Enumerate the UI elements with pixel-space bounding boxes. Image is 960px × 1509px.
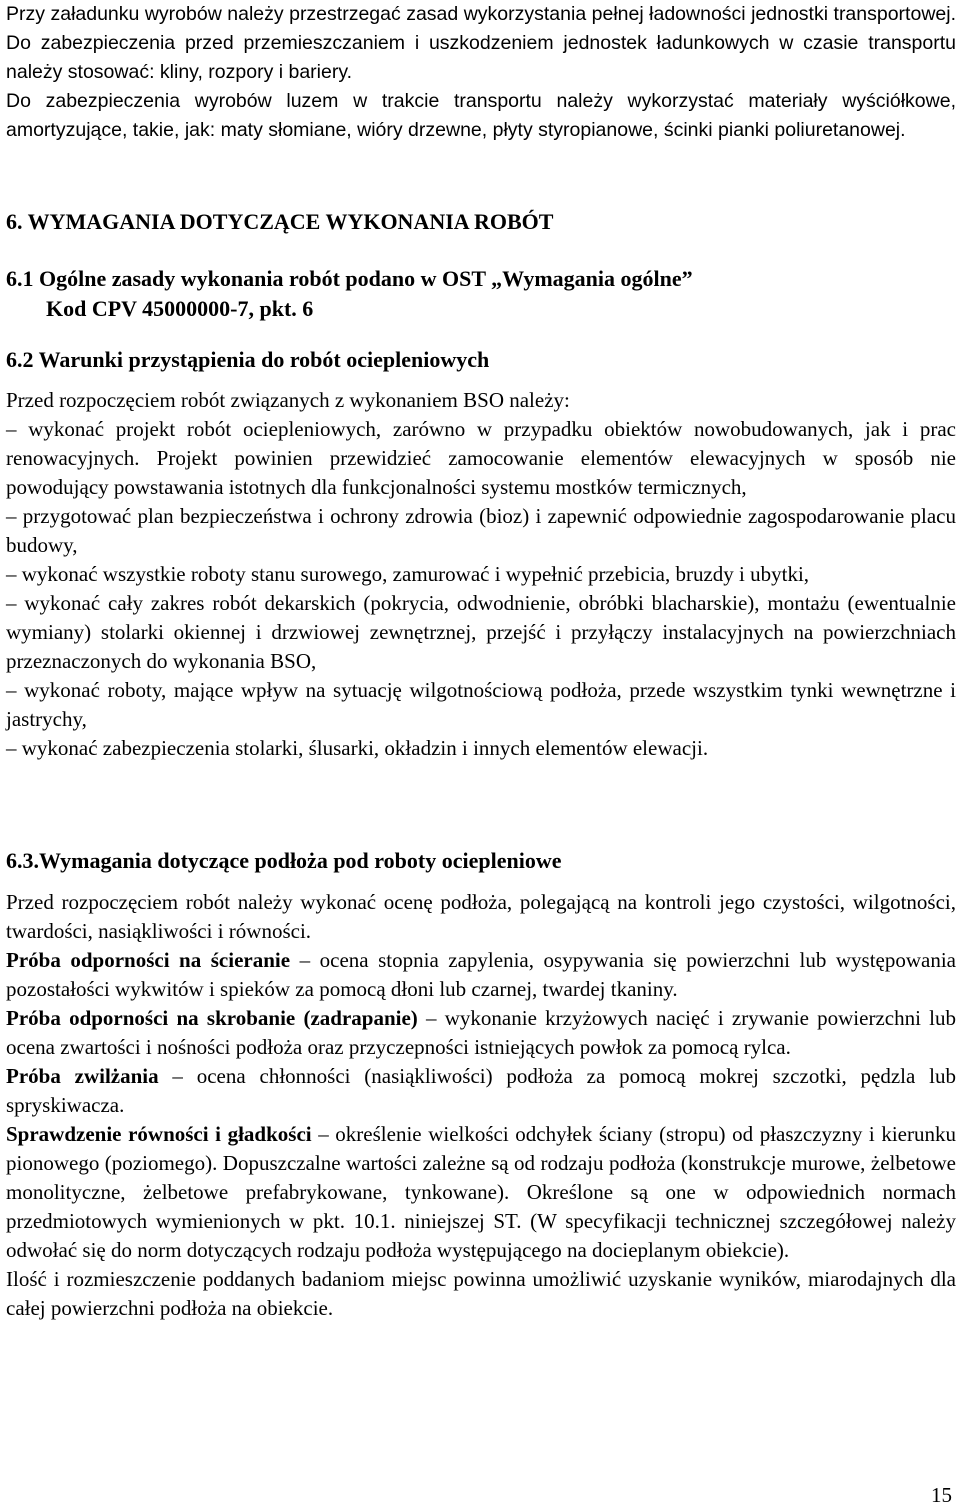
section-6-1-heading-line-2: Kod CPV 45000000-7, pkt. 6 bbox=[46, 296, 314, 321]
requirement-item: – przygotować plan bezpieczeństwa i ochrony zdrowia (bioz) i zapewnić odpowiednie zagospodarowanie placu budowy, bbox=[6, 504, 956, 557]
test-description: – określenie wielkości odchyłek ściany (stropu) od płaszczyzny i kierunku pionowego (poziomego). Dopuszczalne wartości zależne są od rodzaju podłoża (konstrukcje murowe, żelbetowe monolityczne, żelbetowe prefabrykowane, tynkowane). Określone są one w odpowiednich normach przedmiotowych wymienionych w pkt. 10.1. niniejszej ST. (W specyfikacji technicznej szczegółowej należy odwołać się do norm dotyczących rodzaju podłoża występującego na docieplanym obiekcie). bbox=[6, 1122, 956, 1262]
section-6-3-lead: Przed rozpoczęciem robót należy wykonać ocenę podłoża, polegającą na kontroli jego czystości, wilgotności, twardości, nasiąkliwości i równości. bbox=[6, 890, 956, 943]
test-description: – ocena chłonności (nasiąkliwości) podłoża za pomocą mokrej szczotki, pędzla lub spryskiwacza. bbox=[6, 1064, 956, 1117]
section-6-2-lead: Przed rozpoczęciem robót związanych z wykonaniem BSO należy: bbox=[6, 388, 570, 412]
test-paragraph bbox=[6, 1120, 956, 1265]
section-6-heading: 6. WYMAGANIA DOTYCZĄCE WYKONANIA ROBÓT bbox=[6, 209, 554, 234]
test-description: – ocena stopnia zapylenia, osypywania się powierzchni lub występowania pozostałości wykwitów i spieków za pomocą dłoni lub czarnej, twardej tkaniny. bbox=[6, 948, 957, 1001]
closing-paragraph: Ilość i rozmieszczenie poddanych badaniom miejsc powinna umożliwić uzyskanie wyników, miarodajnych dla całej powierzchni podłoża na obiekcie. bbox=[6, 1267, 956, 1320]
requirement-item: – wykonać wszystkie roboty stanu surowego, zamurować i wypełnić przebicia, bruzdy i ubytki, bbox=[6, 562, 810, 586]
requirement-item: – wykonać roboty, mające wpływ na sytuację wilgotnościową podłoża, przede wszystkim tynki wewnętrzne i jastrychy, bbox=[6, 678, 956, 731]
requirement-item: – wykonać projekt robót ociepleniowych, zarówno w przypadku obiektów nowobudowanych, jak i prac renowacyjnych. Projekt powinien przewidzieć zamocowanie elementów elewacyjnych w sposób nie powodujący powstawania istotnych dla funkcjonalności systemu mostków termicznych, bbox=[6, 417, 956, 499]
section-6-3-heading: 6.3.Wymagania dotyczące podłoża pod roboty ociepleniowe bbox=[6, 848, 562, 873]
requirement-item: – wykonać zabezpieczenia stolarki, ślusarki, okładzin i innych elementów elewacji. bbox=[6, 736, 709, 760]
section-6-3-body bbox=[6, 888, 956, 1323]
section-6-1-heading-line-1: 6.1 Ogólne zasady wykonania robót podano w OST „Wymagania ogólne” bbox=[6, 266, 693, 291]
test-term: Sprawdzenie równości i gładkości bbox=[6, 1122, 312, 1146]
test-term: Próba odporności na ścieranie bbox=[6, 948, 291, 972]
test-paragraph bbox=[6, 1062, 956, 1120]
test-description: – wykonanie krzyżowych nacięć i zrywanie powierzchni lub ocena zwartości i nośności podłoża oraz przyczepności istniejących powłok za pomocą rylca. bbox=[6, 1006, 956, 1059]
section-6-2-body bbox=[6, 386, 956, 763]
test-paragraph bbox=[6, 946, 956, 1004]
intro-paragraph-1: Przy załadunku wyrobów należy przestrzegać zasad wykorzystania pełnej ładowności jednostki transportowej. Do zabezpieczenia przed przemieszczaniem i uszkodzeniem jednostek ładunkowych w czasie transportu należy stosować: kliny, rozpory i bariery. bbox=[6, 3, 956, 83]
test-term: Próba zwilżania bbox=[6, 1064, 159, 1088]
page-number: 15 bbox=[931, 1483, 952, 1507]
test-term: Próba odporności na skrobanie (zadrapanie) bbox=[6, 1006, 418, 1030]
requirement-item: – wykonać cały zakres robót dekarskich (pokrycia, odwodnienie, obróbki blacharskie), montażu (ewentualnie wymiany) stolarki okiennej i drzwiowej zewnętrznej, przejść i przyłączy instalacyjnych na powierzchniach przeznaczonych do wykonania BSO, bbox=[6, 591, 956, 673]
intro-block bbox=[6, 0, 956, 145]
section-6-2-heading: 6.2 Warunki przystąpienia do robót ociepleniowych bbox=[6, 347, 490, 372]
test-paragraph bbox=[6, 1004, 956, 1062]
intro-paragraph-2: Do zabezpieczenia wyrobów luzem w trakcie transportu należy wykorzystać materiały wyściółkowe, amortyzujące, takie, jak: maty słomiane, wióry drzewne, płyty styropianowe, ścinki pianki poliuretanowej. bbox=[6, 90, 956, 141]
